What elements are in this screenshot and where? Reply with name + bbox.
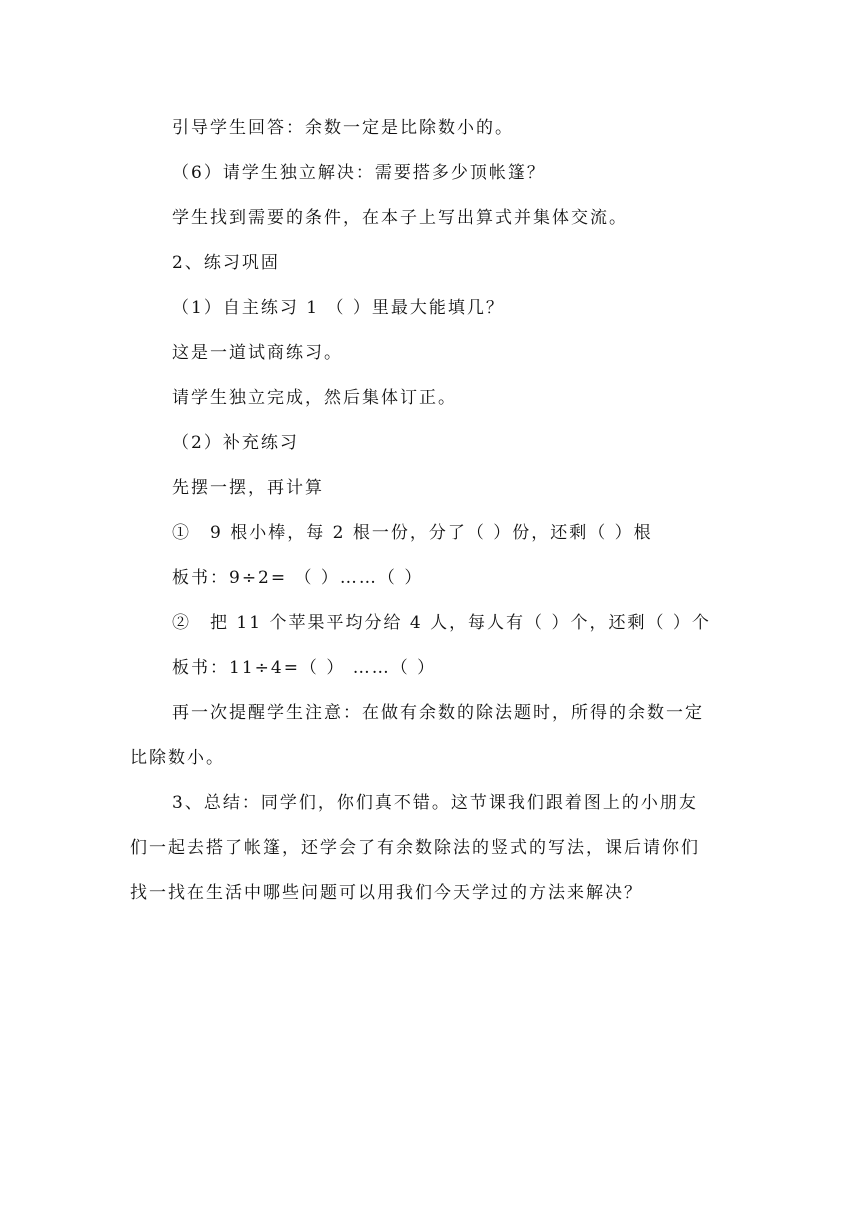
paragraph-summary-line-2: 们一起去搭了帐篷，还学会了有余数除法的竖式的写法，课后请你们 bbox=[130, 838, 700, 858]
paragraph-exercise-1: （1）自主练习 1 （ ）里最大能填几？ bbox=[172, 298, 505, 318]
paragraph-answer-guide: 引导学生回答：余数一定是比除数小的。 bbox=[172, 118, 514, 138]
paragraph-summary: 3、总结：同学们，你们真不错。这节课我们跟着图上的小朋友 bbox=[172, 793, 698, 813]
paragraph-summary-line-3: 找一找在生活中哪些问题可以用我们今天学过的方法来解决？ bbox=[130, 883, 643, 903]
exercise-item-1: ① 9 根小棒，每 2 根一份，分了（ ）份，还剩（ ）根 bbox=[172, 523, 653, 543]
paragraph-independent-work: 请学生独立完成，然后集体订正。 bbox=[172, 388, 457, 408]
paragraph-arrange-first: 先摆一摆，再计算 bbox=[172, 478, 324, 498]
board-writing-2: 板书：11÷4=（ ） ……（ ） bbox=[172, 658, 437, 678]
section-heading-practice: 2、练习巩固 bbox=[172, 253, 280, 273]
paragraph-extra-practice: （2）补充练习 bbox=[172, 433, 299, 453]
paragraph-trial-quotient: 这是一道试商练习。 bbox=[172, 343, 343, 363]
board-writing-1: 板书：9÷2= （ ）……（ ） bbox=[172, 568, 424, 588]
paragraph-reminder-continued: 比除数小。 bbox=[130, 748, 225, 768]
paragraph-step-6: （6）请学生独立解决：需要搭多少顶帐篷？ bbox=[172, 163, 546, 183]
paragraph-find-conditions: 学生找到需要的条件，在本子上写出算式并集体交流。 bbox=[172, 208, 628, 228]
exercise-item-2: ② 把 11 个苹果平均分给 4 人，每人有（ ）个，还剩（ ）个 bbox=[172, 613, 711, 633]
paragraph-reminder: 再一次提醒学生注意：在做有余数的除法题时，所得的余数一定 bbox=[172, 703, 704, 723]
